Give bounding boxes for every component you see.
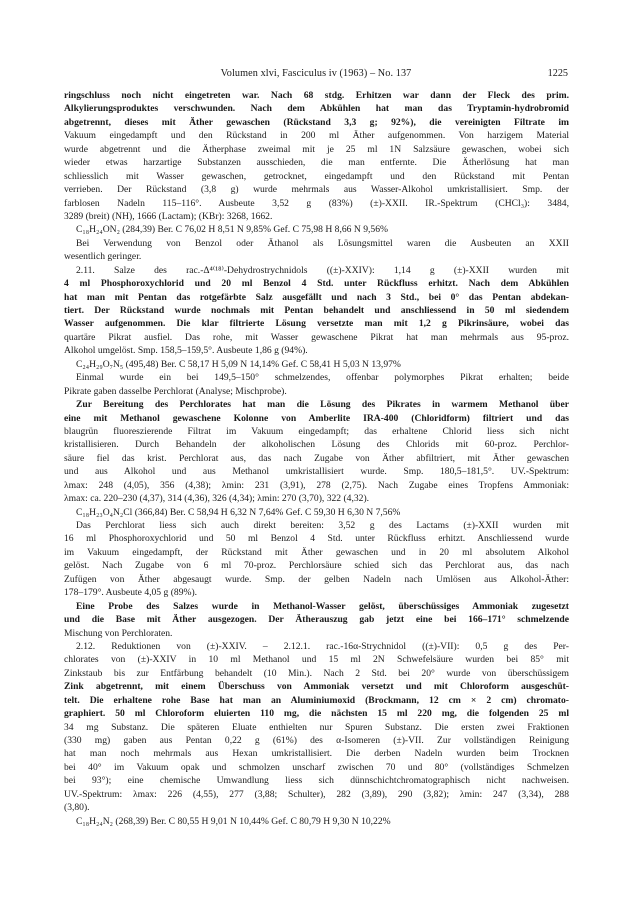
text-line: 2.12. Reduktionen von (±)-XXIV. – 2.12.1. rac.-16α-Strychnidol ((±)-VII): 0,5 g des Per- bbox=[76, 640, 569, 652]
text-line: kristallisieren. Durch Behandeln der alkoholischen Lösung des Chlorids mit 60-proz. Perchlor- bbox=[64, 439, 569, 451]
text-line: wieder etwas harzartige Substanzen ausschieden, die man entfernte. Die Ätherlösung hat man bbox=[64, 157, 569, 169]
text-line: (330 mg) gaben aus Pentan 0,22 g (61%) des α-Isomeren (±)-VII. Zur vollständigen Reinigung bbox=[64, 735, 569, 746]
text-line: Das Perchlorat liess sich auch direkt bereiten: 3,52 g des Lactams (±)-XXII wurden mit bbox=[76, 520, 569, 531]
text-line: tiert. Der Rückstand wurde nochmals mit Pentan behandelt und anschliessend in 50 ml siedendem bbox=[64, 305, 569, 316]
text-line: schliesslich mit Wasser gewaschen, getrocknet, eingedampft und den Rückstand mit Pentan bbox=[64, 170, 569, 182]
text-line: wesentlich geringer. bbox=[64, 251, 142, 263]
text-line: Eine Probe des Salzes wurde in Methanol-Wasser gelöst, überschüssiges Ammoniak zugesetzt bbox=[76, 600, 569, 612]
text-line: bei 40° im Vakuum opak und schmolzen unscharf zwischen 70 und 80° (vollständiges Schmelzen bbox=[64, 761, 569, 773]
text-line: säure fiel das krist. Perchlorat aus, das nach Zugabe von Äther abfiltriert, mit Äther gewaschen bbox=[64, 452, 569, 464]
text-line: λmax: ca. 220–230 (4,37), 314 (4,36), 326 (4,34); λmin: 270 (3,70), 322 (4,32). bbox=[64, 493, 370, 505]
text-line: 16 ml Phosphoroxychlorid und 50 ml Benzol 4 Std. unter Rückfluss erhitzt. Anschliessend wurde bbox=[64, 533, 569, 545]
text-line: 3289 (breit) (NH), 1666 (Lactam); (KBr): 3268, 1662. bbox=[64, 210, 273, 222]
journal-citation: Volumen xlvi, Fasciculus iv (1963) – No. 137 bbox=[220, 68, 412, 79]
text-line: chlorates von (±)-XXIV in 10 ml Methanol und 15 ml 2N Schwefelsäure wurden bei 85° mit bbox=[64, 654, 569, 666]
analysis-line: C₁₈H₂₃O₄N₂Cl (366,84) Ber. C 58,94 H 6,32 N 7,64% Gef. C 59,30 H 6,30 N 7,56% bbox=[76, 506, 401, 518]
text-line: gelöst. Nach Zugabe von 6 ml 70-proz. Perchlorsäure schied sich das Perchlorat aus, das nach bbox=[64, 560, 569, 572]
text-line: eine mit Methanol gewaschene Kolonne von Amberlite IRA-400 (Chloridform) filtriert und das bbox=[64, 412, 569, 424]
text-line: Pikrate gaben dasselbe Perchlorat (Analyse; Mischprobe). bbox=[64, 385, 287, 397]
text-line: telt. Die erhaltene rohe Base hat man an Aluminiumoxid (Brockmann, 12 cm × 2 cm) chromato- bbox=[64, 694, 569, 706]
text-line: (3,80). bbox=[64, 802, 90, 814]
text-line: Zinkstaub bis zur Entfärbung behandelt (10 Min.). Nach 2 Std. bei 20° wurde von überschüssigem bbox=[64, 667, 569, 679]
text-line: λmax: 248 (4,05), 356 (4,38); λmin: 231 (3,91), 278 (2,75). Nach Zugabe eines Tropfens Ammoniak: bbox=[64, 479, 569, 491]
text-line: bei 93°); eine chemische Umwandlung liess sich dünnschichtchromatographisch nicht nachweisen. bbox=[64, 775, 569, 787]
text-line: 4 ml Phosphoroxychlorid und 20 ml Benzol 4 Std. unter Rückfluss erhitzt. Nach dem Abkühlen bbox=[64, 278, 569, 290]
text-line: farblosen Nadeln 115–116°. Ausbeute 3,52 g (83%) (±)-XXII. IR.-Spektrum (CHCl₃): 3484, bbox=[64, 197, 569, 209]
text-line: 178–179°. Ausbeute 4,05 g (89%). bbox=[64, 587, 198, 599]
analysis-line: C₂₄H₂₉O₇N₅ (495,48) Ber. C 58,17 H 5,09 N 14,14% Gef. C 58,41 H 5,03 N 13,97% bbox=[76, 358, 401, 370]
running-header bbox=[64, 68, 568, 82]
body-text bbox=[64, 89, 569, 828]
text-line: Alkohol umgelöst. Smp. 158,5–159,5°. Ausbeute 1,86 g (94%). bbox=[64, 345, 308, 357]
text-line: Zur Bereitung des Perchlorates hat man die Lösung des Pikrates in warmem Methanol über bbox=[76, 399, 569, 411]
text-line: UV.-Spektrum: λmax: 226 (4,55), 277 (3,88; Schulter), 282 (3,89), 290 (3,82); λmin: 247 (3,34), 288 bbox=[64, 788, 569, 800]
text-line: Alkylierungsproduktes verschwunden. Nach dem Abkühlen hat man das Tryptamin-hydrobromid bbox=[64, 103, 569, 115]
text-line: und aus Alkohol und aus Methanol umkristallisiert wurde. Smp. 180,5–181,5°. UV.-Spektrum: bbox=[64, 466, 569, 478]
text-line: verrieben. Der Rückstand (3,8 g) wurde mehrmals aus Wasser-Alkohol umkristallisiert. Smp. der bbox=[64, 184, 569, 196]
text-line: im Vakuum eingedampft, der Rückstand mit Äther gewaschen und in 20 ml absolutem Alkohol bbox=[64, 546, 569, 558]
text-line: Einmal wurde ein bei 149,5–150° schmelzendes, offenbar polymorphes Pikrat erhalten; beide bbox=[76, 372, 569, 384]
text-line: hat man mit Pentan das rotgefärbte Salz ausgefällt und nach 3 Std., bei 0° das Pentan abdekan- bbox=[64, 291, 569, 303]
text-line: graphiert. 50 ml Chloroform eluierten 110 mg, die nächsten 15 ml 220 mg, die folgenden 25 ml bbox=[64, 708, 569, 720]
text-line: Wasser aufgenommen. Die klar filtrierte Lösung versetzte man mit 1,2 g Pikrinsäure, wobei das bbox=[64, 318, 569, 330]
page-number: 1225 bbox=[547, 68, 568, 79]
text-line: Zink abgetrennt, mit einem Überschuss von Ammoniak versetzt und mit Chloroform ausgeschüt- bbox=[64, 681, 569, 693]
text-line: Vakuum eingedampft und den Rückstand in 200 ml Äther aufgenommen. Von harzigem Material bbox=[64, 130, 569, 142]
text-line: Bei Verwendung von Benzol oder Äthanol als Lösungsmittel waren die Ausbeuten an XXII bbox=[76, 237, 569, 249]
text-line: Zufügen von Äther abgesaugt wurde. Smp. der gelben Nadeln nach Umlösen aus Alkohol-Äther: bbox=[64, 573, 569, 585]
text-line: abgetrennt, dieses mit Äther gewaschen (Rückstand 3,3 g; 92%), die vereinigten Filtrate im bbox=[64, 116, 569, 128]
text-line: wurde abgetrennt und die Ätherphase zweimal mit je 25 ml 1N Salzsäure gewaschen, wobei sich bbox=[64, 143, 569, 155]
text-line: 2.11. Salze des rac.-Δ⁴⁽¹⁸⁾-Dehydrostrychnidols ((±)-XXIV): 1,14 g (±)-XXII wurden mit bbox=[76, 264, 569, 276]
analysis-line: C₁₈H₂₄N₂ (268,39) Ber. C 80,55 H 9,01 N 10,44% Gef. C 80,79 H 9,30 N 10,22% bbox=[76, 815, 391, 827]
text-line: blaugrün fluoreszierende Filtrat im Vakuum eingedampft; das erhaltene Chlorid liess sich nicht bbox=[64, 425, 569, 437]
text-line: quartäre Pikrat ausfiel. Das rohe, mit Wasser gewaschene Pikrat hat man mehrmals aus 95-proz. bbox=[64, 331, 569, 343]
analysis-line: C₁₈H₂₄ON₂ (284,39) Ber. C 76,02 H 8,51 N 9,85% Gef. C 75,98 H 8,66 N 9,56% bbox=[76, 224, 388, 236]
text-line: 34 mg Substanz. Die späteren Eluate enthielten nur Spuren Substanz. Die ersten zwei Fraktionen bbox=[64, 721, 569, 733]
text-line: hat man noch mehrmals aus Hexan umkristallisiert. Die derben Nadeln wurden beim Trocknen bbox=[64, 748, 569, 760]
text-line: ringschluss noch nicht eingetreten war. Nach 68 stdg. Erhitzen war dann der Fleck des prim. bbox=[64, 90, 569, 101]
text-line: und die Base mit Äther ausgezogen. Der Ätherauszug gab jetzt eine bei 166–171° schmelzende bbox=[64, 614, 569, 626]
text-line: Mischung von Perchloraten. bbox=[64, 627, 173, 639]
